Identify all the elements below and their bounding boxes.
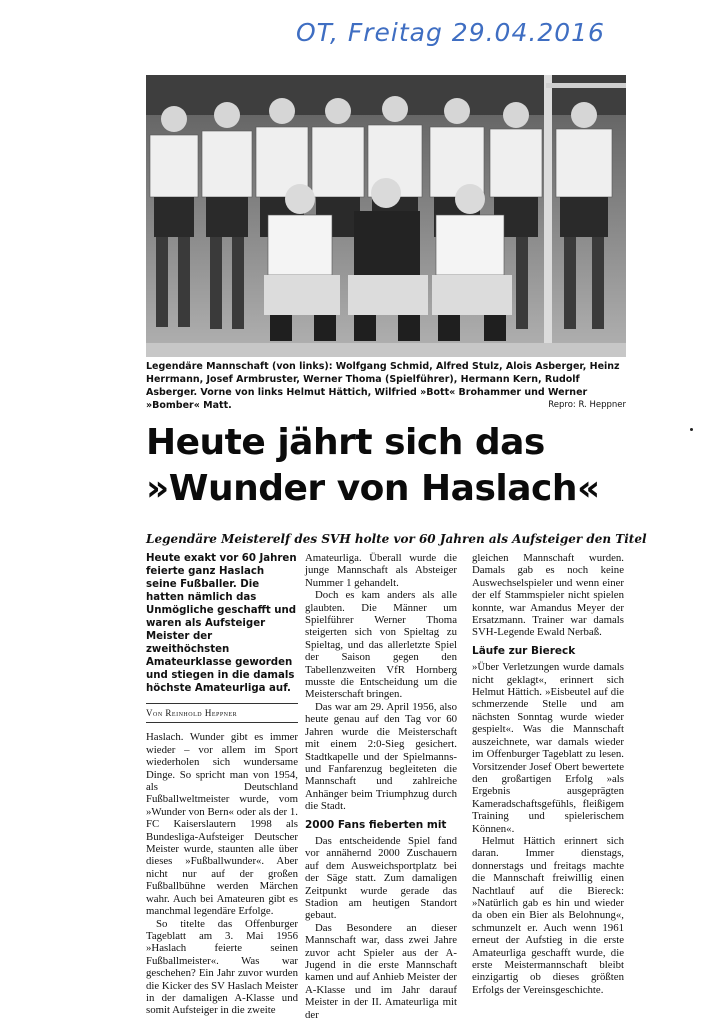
headline (146, 420, 666, 512)
article-column-2 (305, 552, 457, 1021)
caption-text: Legendäre Mannschaft (von links): Wolfgang Schmid, Alfred Stulz, Alois Asberger, Heinz Herrmann, Josef Armbruster, Werner Thoma (Spielführer), Hermann Kern, Rudolf Asberger. Vorne von links Helmut Hättich, Wilfried »Bott« Brohammer und Werner »Bomber« Matt. (146, 361, 620, 411)
article-column-1 (146, 552, 298, 1017)
body-paragraph: Das war am 29. April 1956, also heute genau auf den Tag vor 60 Jahren wurde die Meisterschaft mit einem 2:0-Sieg gesichert. Stadtkapelle und der Spielmanns- und Fanfarenzug begleiteten die Mannschaft und zahlreiche Anhänger beim Triumphzug durch die Stadt. (305, 700, 457, 813)
body-paragraph: Amateurliga. Überall wurde die junge Mannschaft als Absteiger Nummer 1 gehandelt. (305, 552, 457, 589)
article-column-3 (472, 552, 624, 996)
body-paragraph: Helmut Hättich erinnert sich daran. Immer dienstags, donnerstags und freitags machte die Mannschaft freiwillig einen Nachtlauf auf die Biereck: »Natürlich gab es hin und wieder da oben ein Bier als Belohnung«, schmunzelt er. Auch wenn 1961 erneut der Aufstieg in die erste Amateurliga geschafft wurde, die erste Meistermannschaft bleibt einzigartig ob dieses größten Erfolgs der Vereinsgeschichte. (472, 834, 624, 996)
body-paragraph: So titelte das Offenburger Tageblatt am 3. Mai 1956 »Haslach feierte seinen Fußballmeister«. Was war geschehen? Ein Jahr zuvor wurden die Kicker des SV Haslach Meister in der damaligen A-Klasse und somit Aufsteiger in die zweite (146, 917, 298, 1017)
body-paragraph: gleichen Mannschaft wurden. Damals gab es noch keine Auswechselspieler und wenn einer der elf Stammspieler nicht spielen konnte, war Amandus Meyer der Ersatzmann. Trainer war damals SVH-Legende Ewald Nerbaß. (472, 552, 624, 639)
body-paragraph: Das entscheidende Spiel fand vor annähernd 2000 Zuschauern auf dem Ausweichsportplatz bei der Säge statt. Zum damaligen Zeitpunkt wurde gerade das Stadion am heutigen Standort gebaut. (305, 834, 457, 922)
subheadline: Legendäre Meisterelf des SVH holte vor 60 Jahren als Aufsteiger den Titel (146, 532, 647, 546)
scan-speck (690, 428, 693, 431)
body-paragraph: Doch es kam anders als alle glaubten. Die Männer um Spielführer Werner Thoma steigerten sich von Spieltag zu Spieltag, und das allerletzte Spiel der Saison gegen den Tabellenzweiten VfR Hornberg musste die Entscheidung um die Meisterschaft bringen. (305, 589, 457, 701)
team-photo (146, 75, 626, 357)
handwritten-date-note: OT, Freitag 29.04.2016 (296, 18, 605, 47)
headline-line-2: »Wunder von Haslach« (146, 468, 600, 509)
section-heading: 2000 Fans fieberten mit (305, 818, 447, 831)
byline: Von Reinhold Heppner (146, 703, 298, 723)
team-photo-illustration (146, 75, 626, 357)
lead-paragraph: Heute exakt vor 60 Jahren feierte ganz Haslach seine Fußballer. Die hatten nämlich das Unmögliche geschafft und waren als Aufsteiger Meister der zweithöchsten Amateurklasse geworden und stiegen in die damals höchste Amateurliga auf. (146, 553, 297, 694)
body-paragraph: »Über Verletzungen wurde damals nicht geklagt«, erinnert sich Helmut Hättich. »Eisbeutel auf die schmerzende Stelle und am nächsten Sonntag wurde wieder gespielt«. Was die Mannschaft auszeichnete, war damals wieder im Offenburger Tageblatt zu lesen. Vorsitzender Josef Obert bewertete den großartigen Erfolg »als Ergebnis ausgeprägten Kameradschaftsgefühls, fleißigem Training und spielerischem Können«. (472, 661, 624, 835)
headline-line-1: Heute jährt sich das (146, 422, 545, 463)
photo-caption (146, 360, 626, 412)
photo-credit: Repro: R. Heppner (548, 400, 626, 410)
section-heading: Läufe zur Biereck (472, 644, 576, 657)
body-paragraph: Das Besondere an dieser Mannschaft war, dass zwei Jahre zuvor acht Spieler aus der A-Jugend in die erste Mannschaft kamen und auf Anhieb Meister der A-Klasse und im Jahr darauf Meister in der II. Amateurliga mit der (305, 921, 457, 1021)
body-paragraph: Haslach. Wunder gibt es immer wieder – vor allem im Sport wiederholen sich wundersame Dinge. So spricht man von 1954, als Deutschland Fußballweltmeister wurde, vom »Wunder von Bern« oder als der 1. FC Kaiserslautern 1998 als Bundesliga-Aufsteiger Deutscher Meister wurde, staunten alle über dieses »Fußballwunder«. Aber nicht nur auf der großen Fußballbühne werden Märchen wahr. Auch bei Amateuren gibt es manchmal legendäre Erfolge. (146, 731, 298, 918)
